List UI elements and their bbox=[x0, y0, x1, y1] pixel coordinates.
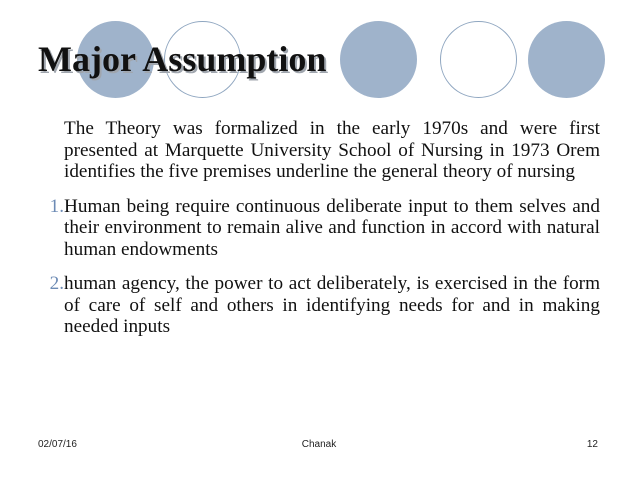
slide-body bbox=[24, 118, 600, 351]
list-item-text: Human being require continuous deliberate input to them selves and their environment to remain alive and function in accord with natural human endowments bbox=[64, 195, 600, 260]
footer-date: 02/07/16 bbox=[38, 439, 77, 450]
footer-page-number: 12 bbox=[586, 439, 598, 450]
decorative-circle-4 bbox=[440, 21, 517, 98]
decorative-circle-3 bbox=[340, 21, 417, 98]
list-item-number: 1. bbox=[49, 195, 64, 217]
footer-author: Chanak bbox=[301, 439, 337, 450]
list-item bbox=[24, 196, 600, 261]
decorative-circle-5 bbox=[528, 21, 605, 98]
list-item-number: 2. bbox=[49, 273, 64, 294]
list-item bbox=[24, 273, 600, 338]
slide-title: Major Assumption bbox=[38, 39, 327, 79]
list-item-text: human agency, the power to act deliberately, is exercised in the form of care of self and others in identifying needs for and in making needed inputs bbox=[64, 273, 600, 337]
intro-paragraph: The Theory was formalized in the early 1970s and were first presented at Marquette University School of Nursing in 1973 Orem identifies the five premises underline the general theory of nursing bbox=[64, 118, 600, 182]
